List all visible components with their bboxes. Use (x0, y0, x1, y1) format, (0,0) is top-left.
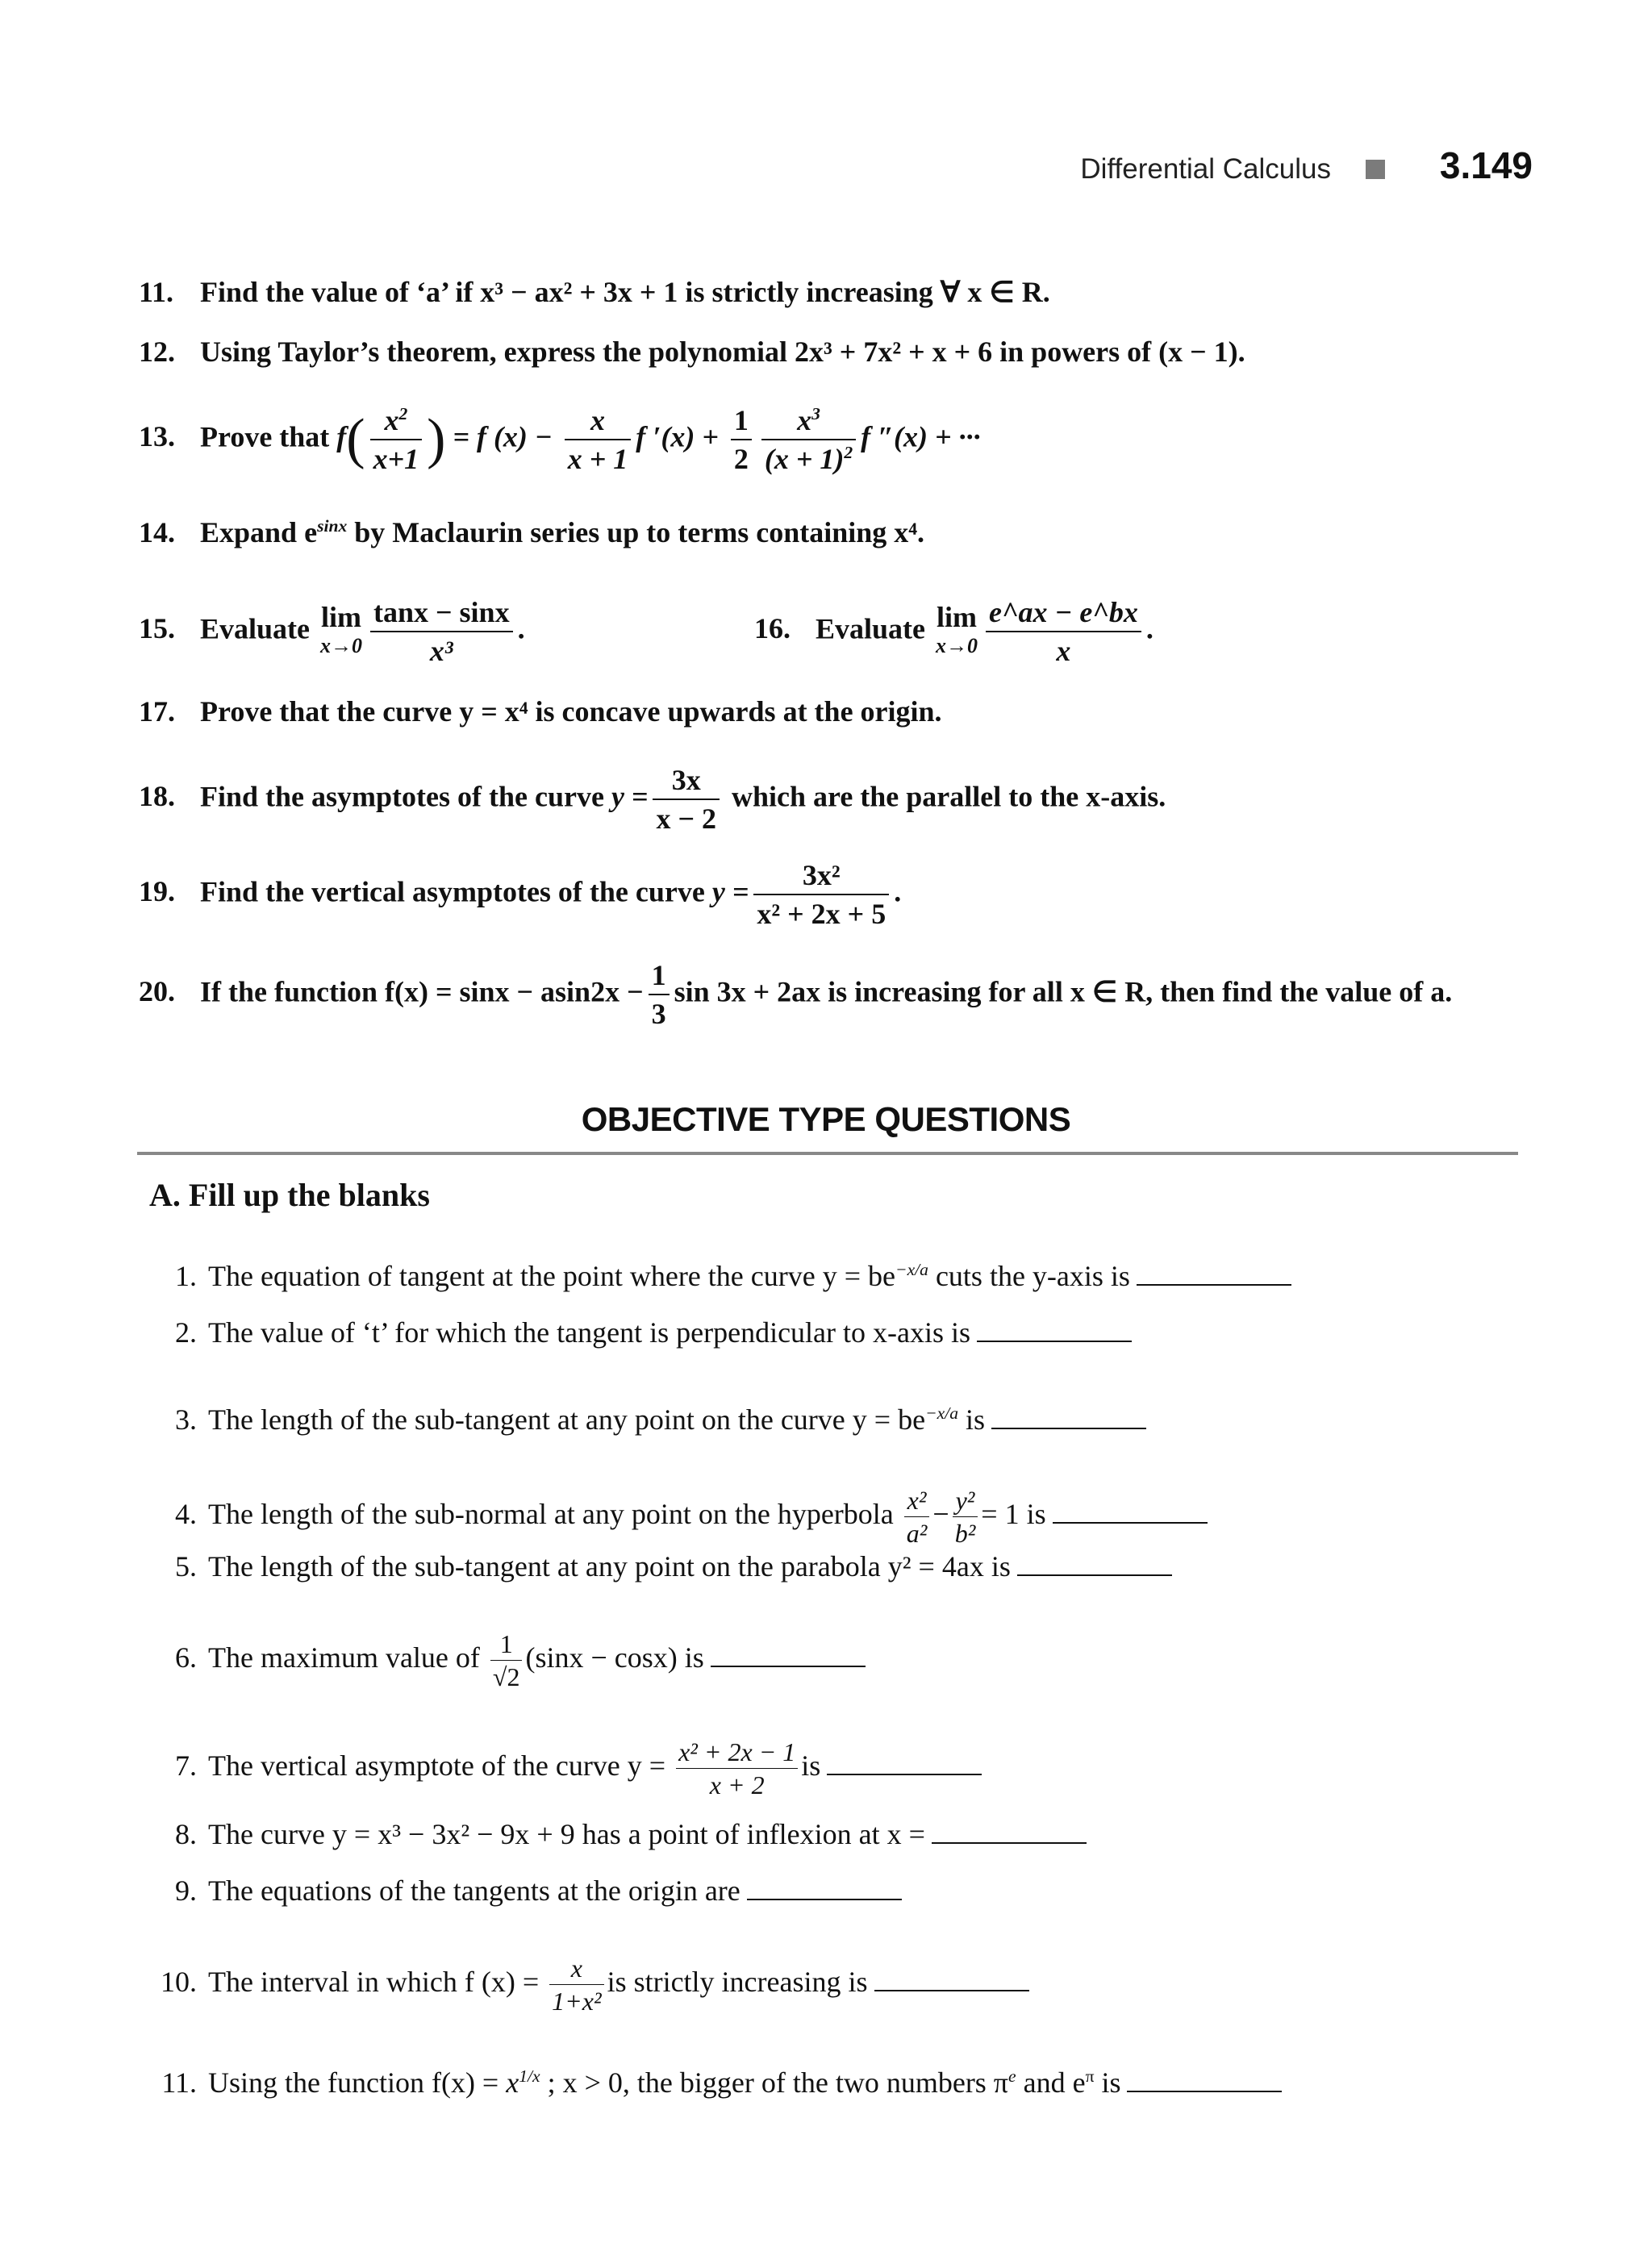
fill-item-6: 6. The maximum value of $\frac{1}{√2}$ (sinx − cosx) is (136, 1628, 866, 1693)
item-number: 2. (175, 1316, 197, 1349)
item-number: 7. (175, 1749, 197, 1782)
fill-item-7: 7. The vertical asymptote of the curve y = $\frac{\text{x² + 2x − 1}}{x + 2}$ is (136, 1736, 982, 1801)
fill-item-1: 1. The equation of tangent at the point where the curve $y = be^{-x/a}$ cuts the y-axis is (136, 1258, 1291, 1294)
item-number: 11. (161, 2066, 197, 2099)
fraction: $\frac{1}{3}$ (649, 957, 670, 1032)
fraction: $\frac{\text{y²}}{\text{b²}}$ (953, 1484, 978, 1549)
fill-item-9: 9. The equations of the tangents at the origin are (136, 1873, 902, 1908)
fill-item-4: 4. The length of the sub-normal at any point on the hyperbola $\frac{\text{x²}}{\text{a²}}$ − $\frac{\text{y²}}{\text{b²}}$ = 1 is (136, 1484, 1208, 1549)
question-14: 14. Expand $e^{sinx}$ by Maclaurin series up to terms containing x⁴. (139, 516, 925, 548)
section-title: OBJECTIVE TYPE QUESTIONS (581, 1100, 1071, 1138)
answer-blank (1017, 1550, 1172, 1576)
question-number: 18. (139, 780, 175, 813)
fill-item-5: 5. The length of the sub-tangent at any point on the parabola y² = 4ax is (136, 1549, 1172, 1584)
question-number: 13. (139, 420, 175, 453)
answer-blank (874, 1966, 1029, 1991)
fraction: $\frac{\text{x² + 2x − 1}}{x + 2}$ (676, 1736, 798, 1801)
fraction: $\frac{x}{\text{1+x²}}$ (549, 1952, 603, 2017)
fraction: $\frac{x^2}{x+1}$ (370, 402, 423, 477)
fraction: $\frac{x}{x + 1}$ (565, 402, 632, 477)
subsection-title: A. Fill up the blanks (149, 1177, 430, 1213)
fill-item-8: 8. The curve y = x³ − 3x² − 9x + 9 has a point of inflexion at x = (136, 1816, 1087, 1852)
fill-item-3: 3. The length of the sub-tangent at any point on the curve $y = be^{-x/a}$ is (136, 1402, 1146, 1437)
question-number: 16. (754, 612, 791, 645)
answer-blank (977, 1316, 1132, 1342)
item-number: 9. (175, 1874, 197, 1907)
fraction: $\frac{\text{x²}}{\text{a²}}$ (904, 1484, 930, 1549)
question-11 (139, 274, 1050, 310)
answer-blank (1137, 1260, 1291, 1286)
question-number: 20. (139, 975, 175, 1008)
limit: lim x→0 (320, 601, 363, 657)
item-number: 8. (175, 1818, 197, 1850)
fraction: $\frac{1}{√2}$ (490, 1628, 523, 1693)
question-17 (139, 694, 942, 729)
item-number: 4. (175, 1497, 197, 1530)
item-number: 6. (175, 1641, 197, 1674)
item-number: 3. (175, 1403, 197, 1436)
fill-item-11: 11. Using the function $f(x) = x^{1/x}$ ; x > 0, the bigger of the two numbers $\pi^e$ and $e^\pi$ is (136, 2065, 1282, 2100)
question-20: 20. If the function f(x) = sinx − asin2x − $\frac{1}{3}$ sin 3x + 2ax is increasing for all x ∈ R, then find the value of a. (139, 957, 1452, 1032)
item-number: 5. (175, 1550, 197, 1583)
fraction: $\frac{1}{2}$ (731, 402, 752, 477)
item-number: 10. (161, 1965, 197, 1998)
question-16: 16. Evaluate lim x→0 $\frac{e\^{}ax - e\^{}bx}{x}$ . (754, 594, 1153, 669)
question-15: 15. Evaluate lim x→0 $\frac{\tan x - \sin x}{\text{x³}}$ . (139, 594, 525, 669)
answer-blank (991, 1403, 1146, 1429)
fraction: $\frac{x^3}{(x + 1)^2}$ (761, 402, 856, 477)
question-number: 19. (139, 875, 175, 908)
answer-blank (711, 1641, 866, 1667)
question-number: 14. (139, 516, 175, 548)
limit: lim x→0 (936, 601, 978, 657)
fraction: $\frac{\text{3x²}}{\text{x² + 2x + 5}}$ (753, 857, 889, 932)
question-text: Prove that (200, 420, 330, 453)
fraction: $\frac{e\^{}ax - e\^{}bx}{x}$ (986, 594, 1141, 669)
question-13: 13. Prove that f( $\frac{x^2}{x+1}$ ) = f (x) − $\frac{x}{x + 1}$ f ′(x) + $\frac{1}{2}$ $\frac{x^3}{(x + 1)^2}$ f ″(x) + ··· (139, 402, 981, 477)
header-square-marker (1366, 160, 1385, 179)
answer-blank (747, 1874, 902, 1900)
question-number: 15. (139, 612, 175, 645)
section-divider (137, 1152, 1518, 1155)
fraction: $\frac{3x}{x - 2}$ (653, 761, 720, 837)
question-number: 17. (139, 695, 175, 728)
fill-item-2: 2. The value of ‘t’ for which the tangent is perpendicular to x-axis is (136, 1315, 1132, 1350)
running-header-title: Differential Calculus (1080, 153, 1331, 185)
question-19: 19. Find the vertical asymptotes of the curve y = $\frac{\text{3x²}}{\text{x² + 2x + 5}}$ . (139, 857, 901, 932)
answer-blank (932, 1818, 1087, 1844)
question-18: 18. Find the asymptotes of the curve y = $\frac{3x}{x - 2}$ which are the parallel to the x-axis. (139, 761, 1166, 837)
fraction: $\frac{\tan x - \sin x}{\text{x³}}$ (370, 594, 513, 669)
answer-blank (827, 1749, 982, 1775)
fill-item-10: 10. The interval in which f (x) = $\frac{x}{\text{1+x²}}$ is strictly increasing is (136, 1952, 1029, 2017)
question-text: Using Taylor’s theorem, express the polynomial 2x³ + 7x² + x + 6 in powers of (x − 1). (200, 336, 1245, 368)
question-text: Prove that the curve y = x⁴ is concave upwards at the origin. (200, 695, 942, 728)
page-number: 3.149 (1439, 144, 1533, 186)
question-number: 11. (139, 276, 174, 308)
item-number: 1. (175, 1260, 197, 1292)
question-text: Find the value of ‘a’ if x³ − ax² + 3x + 1 is strictly increasing ∀ x ∈ R. (200, 276, 1050, 308)
question-12 (139, 334, 1245, 369)
answer-blank (1053, 1498, 1208, 1524)
answer-blank (1127, 2066, 1282, 2092)
question-number: 12. (139, 336, 175, 368)
